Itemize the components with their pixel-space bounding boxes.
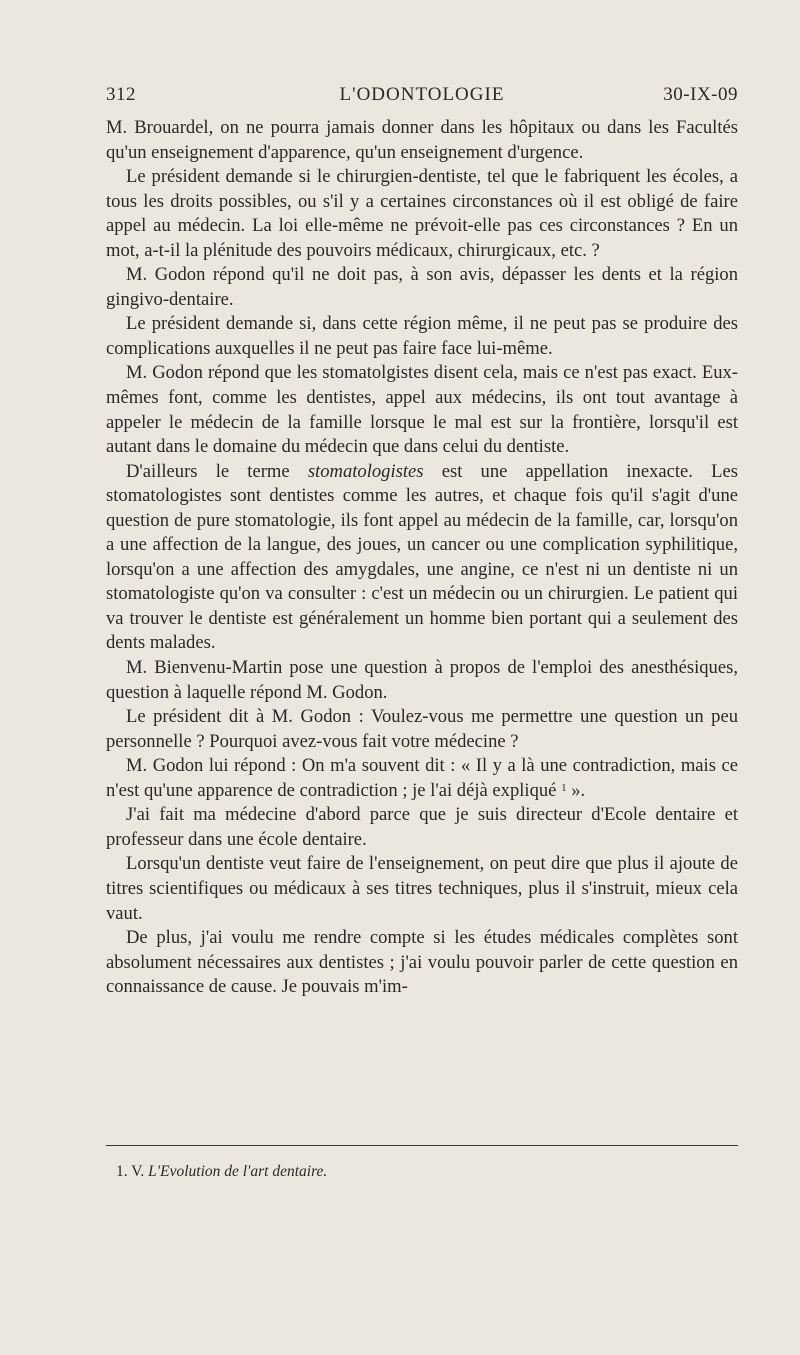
running-header [106,84,738,110]
page-number: 312 [106,84,136,105]
paragraph-10: J'ai fait ma médecine d'abord parce que je suis directeur d'Ecole dentaire et professeur dans une école dentaire. [106,804,738,850]
paragraph-7: M. Bienvenu-Martin pose une question à propos de l'emploi des anesthésiques, question à laquelle répond M. Godon. [106,657,738,703]
footnote-number: 1. V. [116,1163,149,1180]
footnote-reference: 1 [561,781,567,794]
paragraph-6-end: est une appellation inexacte. Les stomatologistes sont dentistes comme les autres, et chaque fois qu'il s'agit d'une question de pure stomatologie, ils font appel au médecin de la famille, car, lorsqu'on a une affection de la langue, des joues, un cancer ou une complication syphilitique, lorsqu'on a une affection des amygdales, une angine, ce n'est ni un dentiste ni un stomatologiste qu'on va consulter : c'est un médecin ou un chirurgien. Le patient qui va trouver le dentiste est généralement un homme bien portant qui a seulement des dents malades. [106,460,738,654]
journal-title: L'ODONTOLOGIE [339,84,505,105]
issue-date: 30-IX-09 [663,84,738,105]
paragraph-11: Lorsqu'un dentiste veut faire de l'enseignement, on peut dire que plus il ajoute de titres scientifiques ou médicaux à ses titres techniques, plus il s'instruit, mieux cela vaut. [106,853,738,924]
paragraph-12: De plus, j'ai voulu me rendre compte si les études médicales complètes sont absolument nécessaires aux dentistes ; j'ai voulu pouvoir parler de cette question en connaissance de cause. Je pouvais m'im- [106,927,738,998]
paragraph-8: Le président dit à M. Godon : Voulez-vous me permettre une question un peu personnelle ? Pourquoi avez-vous fait votre médecine ? [106,706,738,752]
paragraph-1: M. Brouardel, on ne pourra jamais donner dans les hôpitaux ou dans les Facultés qu'un enseignement d'apparence, qu'un enseignement d'urgence. [106,117,738,163]
paragraph-2: Le président demande si le chirurgien-dentiste, tel que le fabriquent les écoles, a tous les droits possibles, ou s'il y a certaines circonstances où il est obligé de faire appel au médecin. La loi elle-même ne prévoit-elle pas ces circonstances ? En un mot, a-t-il la plénitude des pouvoirs médicaux, chirurgicaux, etc. ? [106,166,738,261]
paragraph-5: M. Godon répond que les stomatolgistes disent cela, mais ce n'est pas exact. Eux-mêmes font, comme les dentistes, appel aux médecins, ils ont tout avantage à appeler le médecin de la famille lorsque le mal est sur la frontière, lorsqu'il est autant dans le domaine du médecin que dans celui du dentiste. [106,362,738,458]
paragraph-9-start: M. Godon lui répond : On m'a souvent dit : « Il y a là une contradiction, mais ce n'est qu'une apparence de contradiction ; je l'ai déjà expliqué [106,755,738,801]
footnote-title: L'Evolution de l'art dentaire. [148,1163,328,1180]
paragraph-6-start: D'ailleurs le terme [126,460,308,482]
paragraph-9-end: ». [566,779,586,801]
paragraph-9 [106,754,738,803]
body-text [106,116,738,1000]
footnote-divider [106,1145,738,1146]
paragraph-4: Le président demande si, dans cette région même, il ne peut pas se produire des complications auxquelles il ne peut pas faire face lui-même. [106,313,738,359]
footnote [116,1162,716,1182]
emphasis-term: stomatologistes [307,460,424,482]
paragraph-6 [106,460,738,656]
paragraph-3: M. Godon répond qu'il ne doit pas, à son avis, dépasser les dents et la région gingivo-dentaire. [106,264,738,310]
